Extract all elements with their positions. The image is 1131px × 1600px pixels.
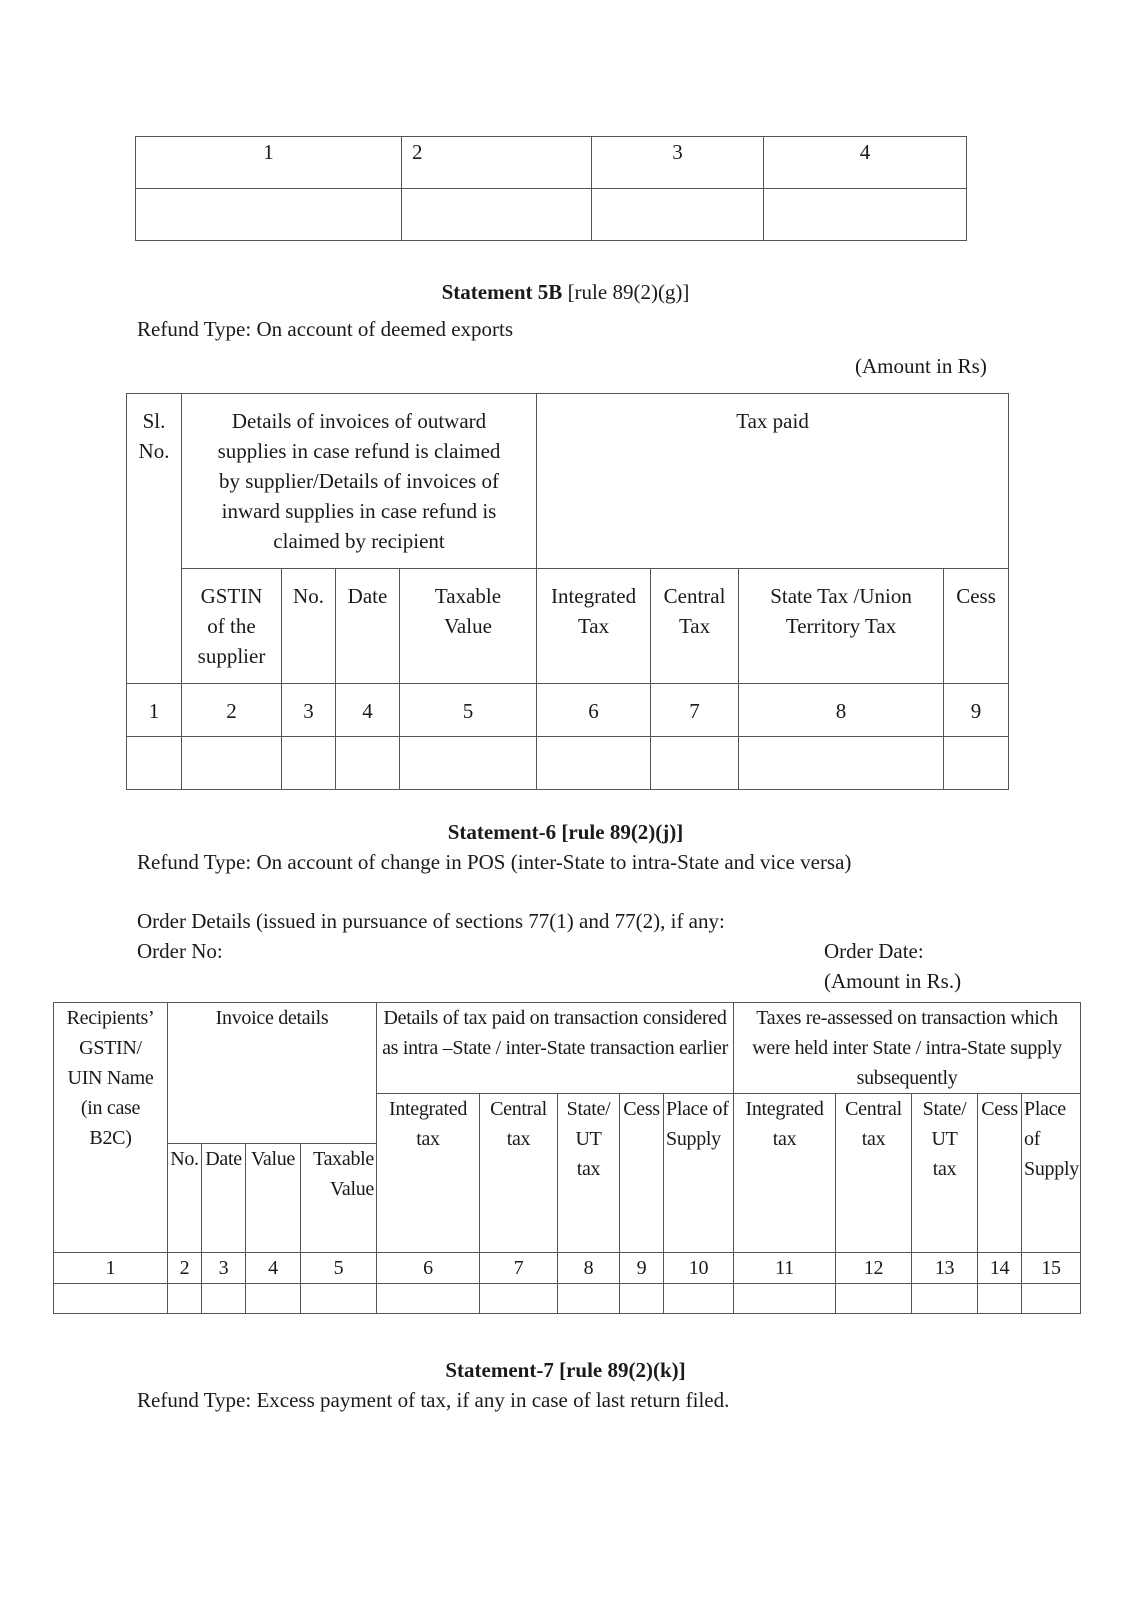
order-details-text: Order Details (issued in pursuance of sections 77(1) and 77(2), if any: bbox=[137, 909, 725, 933]
column-number: 14 bbox=[978, 1253, 1022, 1284]
empty-cell bbox=[558, 1284, 620, 1314]
tax-paid-earlier-header: Details of tax paid on transaction considered as intra –State / inter-State transaction earlier bbox=[377, 1003, 734, 1094]
empty-cell bbox=[944, 737, 1009, 790]
empty-cell bbox=[127, 737, 182, 790]
order-date-label: Order Date: bbox=[824, 939, 924, 963]
top-col-3: 3 bbox=[592, 137, 764, 189]
empty-cell bbox=[182, 737, 282, 790]
recipients-gstin-header: Recipients’ GSTIN/ UIN Name (in case B2C) bbox=[54, 1003, 168, 1253]
column-number: 15 bbox=[1022, 1253, 1081, 1284]
empty-cell bbox=[168, 1284, 202, 1314]
invoice-date-header: Date bbox=[336, 569, 400, 684]
taxable-value-header: Taxable Value bbox=[400, 569, 537, 684]
sl-no-header: Sl. No. bbox=[127, 394, 182, 684]
central-tax-reassessed-header: Central tax bbox=[836, 1094, 912, 1253]
order-no-label: Order No: bbox=[137, 939, 223, 963]
column-number: 5 bbox=[400, 684, 537, 737]
column-number: 2 bbox=[182, 684, 282, 737]
empty-cell bbox=[246, 1284, 301, 1314]
statement-5b-amount-note: (Amount in Rs) bbox=[855, 354, 987, 378]
column-number: 1 bbox=[54, 1253, 168, 1284]
invoice-date-header: Date bbox=[202, 1144, 246, 1253]
empty-cell bbox=[54, 1284, 168, 1314]
column-number: 9 bbox=[620, 1253, 664, 1284]
statement-7-refund-type: Refund Type: Excess payment of tax, if any in case of last return filed. bbox=[137, 1388, 730, 1412]
column-number: 7 bbox=[480, 1253, 558, 1284]
column-number: 7 bbox=[651, 684, 739, 737]
statement-6-table bbox=[53, 1002, 1081, 1314]
top-empty-cell bbox=[764, 189, 967, 241]
empty-cell bbox=[480, 1284, 558, 1314]
column-number: 4 bbox=[246, 1253, 301, 1284]
central-tax-header: Central Tax bbox=[651, 569, 739, 684]
column-number: 5 bbox=[301, 1253, 377, 1284]
column-number: 10 bbox=[664, 1253, 734, 1284]
column-number: 6 bbox=[377, 1253, 480, 1284]
statement-5b-refund-type: Refund Type: On account of deemed exports bbox=[137, 317, 514, 341]
integrated-tax-header: Integrated Tax bbox=[537, 569, 651, 684]
empty-cell bbox=[739, 737, 944, 790]
column-number: 6 bbox=[537, 684, 651, 737]
empty-cell bbox=[1022, 1284, 1081, 1314]
central-tax-earlier-header: Central tax bbox=[480, 1094, 558, 1253]
column-number: 3 bbox=[202, 1253, 246, 1284]
statement-5b-title-bold: Statement 5B bbox=[441, 280, 563, 304]
empty-cell bbox=[400, 737, 537, 790]
statement-6-refund-type: Refund Type: On account of change in POS (inter-State to intra-State and vice versa) bbox=[137, 850, 852, 874]
place-of-supply-earlier-header: Place of Supply bbox=[664, 1094, 734, 1253]
top-empty-cell bbox=[136, 189, 402, 241]
cess-earlier-header: Cess bbox=[620, 1094, 664, 1253]
empty-cell bbox=[202, 1284, 246, 1314]
state-ut-tax-reassessed-header: State/ UT tax bbox=[912, 1094, 978, 1253]
statement-5b-table bbox=[126, 393, 1009, 790]
statement-7-title: Statement-7 [rule 89(2)(k)] bbox=[445, 1358, 686, 1382]
empty-cell bbox=[978, 1284, 1022, 1314]
invoice-no-header: No. bbox=[168, 1144, 202, 1253]
column-number: 2 bbox=[168, 1253, 202, 1284]
column-number: 3 bbox=[282, 684, 336, 737]
empty-cell bbox=[282, 737, 336, 790]
cess-reassessed-header: Cess bbox=[978, 1094, 1022, 1253]
invoice-no-header: No. bbox=[282, 569, 336, 684]
column-number: 11 bbox=[734, 1253, 836, 1284]
cess-header: Cess bbox=[944, 569, 1009, 684]
column-number: 8 bbox=[558, 1253, 620, 1284]
empty-cell bbox=[912, 1284, 978, 1314]
top-empty-cell bbox=[402, 189, 592, 241]
state-tax-header: State Tax /Union Territory Tax bbox=[739, 569, 944, 684]
column-number: 9 bbox=[944, 684, 1009, 737]
empty-cell bbox=[620, 1284, 664, 1314]
empty-cell bbox=[301, 1284, 377, 1314]
statement-6-amount-note: (Amount in Rs.) bbox=[824, 969, 962, 993]
column-number: 4 bbox=[336, 684, 400, 737]
place-of-supply-reassessed-header: Place of Supply bbox=[1022, 1094, 1081, 1253]
invoice-taxable-value-header: Taxable Value bbox=[301, 1144, 377, 1253]
empty-cell bbox=[336, 737, 400, 790]
statement-5b-title-rule: [rule 89(2)(g)] bbox=[562, 280, 690, 304]
gstin-header: GSTIN of the supplier bbox=[182, 569, 282, 684]
invoice-details-group-header: Details of invoices of outward supplies in case refund is claimed by supplier/Details of invoices of inward supplies in case refund is claimed by recipient bbox=[182, 394, 537, 569]
empty-cell bbox=[377, 1284, 480, 1314]
top-number-table bbox=[135, 136, 967, 241]
column-number: 12 bbox=[836, 1253, 912, 1284]
tax-paid-header: Tax paid bbox=[537, 394, 1009, 569]
top-col-4: 4 bbox=[764, 137, 967, 189]
taxes-reassessed-header: Taxes re-assessed on transaction which were held inter State / intra-State supply subsequently bbox=[734, 1003, 1081, 1094]
column-number: 13 bbox=[912, 1253, 978, 1284]
top-empty-cell bbox=[592, 189, 764, 241]
invoice-value-header: Value bbox=[246, 1144, 301, 1253]
empty-cell bbox=[664, 1284, 734, 1314]
empty-cell bbox=[537, 737, 651, 790]
statement-5b-title bbox=[0, 280, 1131, 305]
integrated-tax-earlier-header: Integrated tax bbox=[377, 1094, 480, 1253]
empty-cell bbox=[734, 1284, 836, 1314]
column-number: 8 bbox=[739, 684, 944, 737]
integrated-tax-reassessed-header: Integrated tax bbox=[734, 1094, 836, 1253]
state-ut-tax-earlier-header: State/ UT tax bbox=[558, 1094, 620, 1253]
empty-cell bbox=[651, 737, 739, 790]
top-col-1: 1 bbox=[136, 137, 402, 189]
invoice-details-header: Invoice details bbox=[168, 1003, 377, 1144]
top-col-2: 2 bbox=[402, 137, 592, 189]
column-number: 1 bbox=[127, 684, 182, 737]
statement-6-title: Statement-6 [rule 89(2)(j)] bbox=[447, 820, 684, 844]
empty-cell bbox=[836, 1284, 912, 1314]
